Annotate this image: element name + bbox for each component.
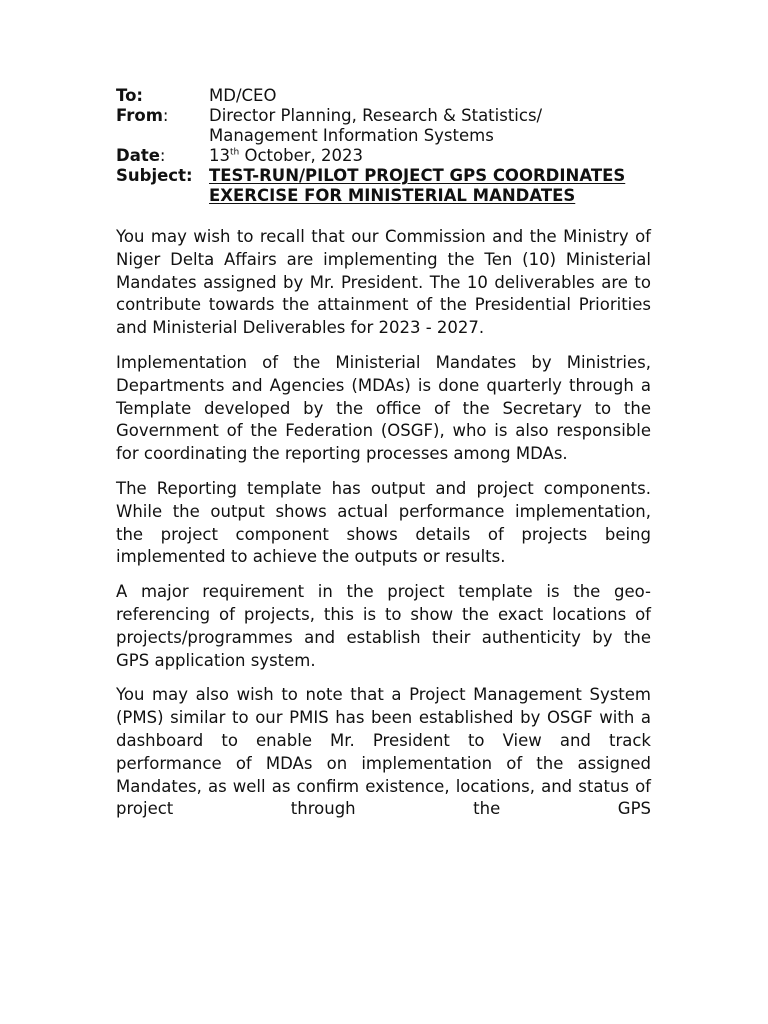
from-label (116, 106, 209, 146)
memo-document (116, 86, 651, 833)
from-value: Director Planning, Research & Statistics/ Management Information Systems (209, 106, 543, 145)
date-value (209, 146, 651, 166)
paragraph-1: You may wish to recall that our Commission and the Ministry of Niger Delta Affairs are implementing the Ten (10) Ministerial Mandates assigned by Mr. President. The 10 deliverables are to contribute towards the attainment of the Presidential Priorities and Ministerial Deliverables for 2023 - 2027. (116, 227, 651, 338)
paragraph-4: A major requirement in the project template is the geo-referencing of projects, this is to show the exact locations of projects/programmes and establish their authenticity by the GPS application system. (116, 582, 651, 670)
date-ordinal-suffix: th (230, 147, 240, 158)
to-label-text: To: (116, 86, 143, 105)
paragraph-5: You may also wish to note that a Project Management System (PMS) similar to our PMIS has been established by OSGF with a dashboard to enable Mr. President to View and track performance of MDAs on implementation of the assigned Mandates, as well as confirm existence, locations, and status of project through the GPS (116, 685, 651, 819)
date-day: 13 (209, 146, 230, 165)
date-label-text: Date (116, 146, 160, 165)
date-label (116, 146, 209, 166)
subject-label-text: Subject: (116, 166, 193, 185)
date-colon: : (159, 146, 166, 165)
date-month-year: October, 2023 (239, 146, 363, 165)
paragraph-2: Implementation of the Ministerial Mandates by Ministries, Departments and Agencies (MDAs) is done quarterly through a Template developed by the office of the Secretary to the Government of the Federation (OSGF), who is also responsible for coordinating the reporting processes among MDAs. (116, 352, 651, 464)
date-row (116, 146, 651, 166)
to-row (116, 86, 651, 106)
subject-value: TEST-RUN/PILOT PROJECT GPS COORDINATES EXERCISE FOR MINISTERIAL MANDATES (209, 166, 626, 205)
from-colon: : (162, 106, 169, 125)
subject-label (116, 166, 209, 206)
from-row (116, 106, 651, 146)
from-label-text: From (116, 106, 163, 125)
memo-body (116, 226, 651, 821)
subject-row (116, 166, 651, 206)
memo-header (116, 86, 651, 206)
paragraph-3: The Reporting template has output and project components. While the output shows actual performance implementation, the project component shows details of projects being implemented to achieve the outputs or results. (116, 478, 651, 567)
to-label (116, 86, 209, 106)
to-value: MD/CEO (209, 86, 277, 105)
